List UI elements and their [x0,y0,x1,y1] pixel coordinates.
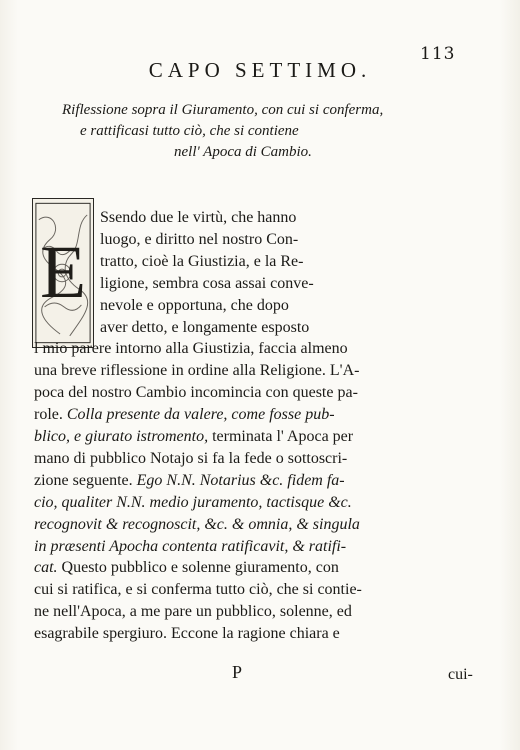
body-line [100,296,289,318]
body-line [34,339,348,361]
body-line-text: cat. [34,559,58,577]
body-line-text: Ego N.N. Notarius &c. fidem fa- [132,471,345,489]
body-line [34,427,353,449]
chapter-subtitle [62,100,462,163]
body-line-text: mano di pubblico Notajo si fa la fede o sottoscri- [34,449,348,467]
body-line-text: poca del nostro Cambio incomincia con queste pa- [34,384,358,402]
body-line [34,537,346,559]
subtitle-line: Riflessione sopra il Giuramento, con cui si conferma, [62,102,384,118]
body-line [34,449,347,471]
body-line-text: tratto, cioè la Giustizia, e la Re- [100,252,304,270]
body-line [34,602,352,624]
body-line-text: in præsenti Apocha contenta ratificavit, & ratifi- [34,537,347,555]
body-line [34,624,340,646]
body-line [100,252,303,274]
ornamental-e-icon [33,199,93,347]
ornamental-dropcap [32,198,94,348]
signature-mark: P [232,662,243,682]
body-line [100,208,296,230]
body-line [34,405,335,427]
subtitle-line: nell' Apoca di Cambio. [174,144,312,160]
body-line-text: luogo, e diritto nel nostro Con- [100,230,299,248]
body-line [34,580,362,602]
body-line-text: Colla presente da valere, come fosse pub- [62,406,335,424]
body-line [100,318,309,340]
body-line-text: l mio parere intorno alla Giustizia, faccia almeno [34,340,348,358]
body-line-text: terminata l' Apoca per [208,428,354,445]
body-line-text: role. [34,406,63,424]
body-line [34,383,358,405]
body-line-text: ne nell'Apoca, a me pare un pubblico, solenne, ed [34,603,352,621]
body-line [100,274,314,296]
body-line-text: zione seguente. [34,471,133,489]
body-line-text: aver detto, e longamente esposto [100,318,310,336]
chapter-title: CAPO SETTIMO. [148,58,372,82]
body-line-text: nevole e opportuna, che dopo [100,296,289,314]
page-number: 113 [420,44,456,64]
body-line-text: ligione, sembra cosa assai conve- [100,274,314,292]
body-line-text: recognovit & recognoscit, &c. & omnia, & singula [34,515,360,533]
body-line-text: cio, qualiter N.N. medio juramento, tactisque &c. [34,493,352,511]
body-line-text: Questo pubblico e solenne giuramento, con [57,559,339,577]
body-line [34,361,359,383]
body-line-text: esagrabile spergiuro. Eccone la ragione chiara e [34,625,340,643]
body-line-text: Ssendo due le virtù, che hanno [100,209,297,226]
dropcap-letter: E [39,231,87,315]
body-line [34,493,352,515]
body-line [34,471,345,493]
subtitle-line: e rattificasi tutto ciò, che si contiene [80,123,299,139]
body-line-text: blico, e giurato istromento, [34,428,209,445]
body-line-text: una breve riflessione in ordine alla Religione. L'A- [34,362,360,380]
body-line [100,230,298,252]
body-line [34,515,360,537]
catchword: cui- [448,666,473,683]
body-line-text: cui si ratifica, e si conferma tutto ciò, che si contie- [34,581,362,599]
body-line [34,558,339,580]
